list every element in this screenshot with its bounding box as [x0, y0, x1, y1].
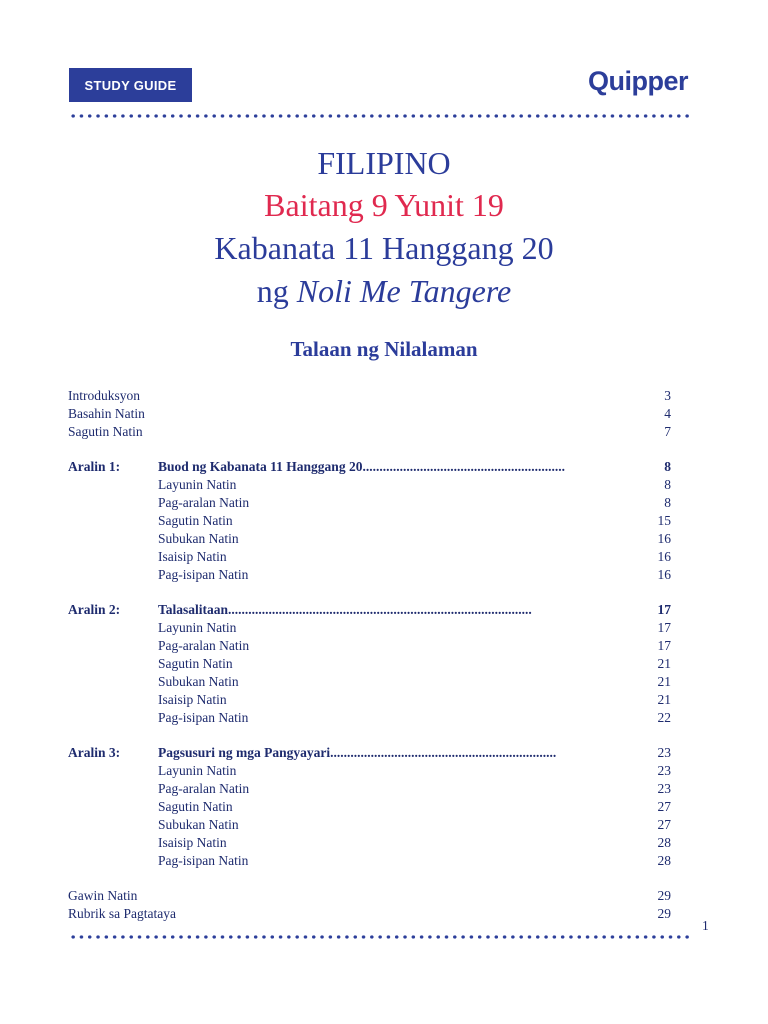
title-novel-name: Noli Me Tangere	[296, 273, 512, 309]
toc-subentry-text: Pag-aralan Natin	[158, 781, 250, 796]
toc-subentry[interactable]	[68, 476, 671, 494]
toc-entry[interactable]	[68, 387, 671, 405]
toc-subentry[interactable]	[68, 762, 671, 780]
title-grade-unit: Baitang 9 Yunit 19	[264, 187, 504, 223]
toc-subentry[interactable]	[68, 834, 671, 852]
toc-subentry[interactable]	[68, 798, 671, 816]
toc-entry-text: Sagutin Natin	[68, 424, 143, 439]
toc-subentry-text: Layunin Natin	[158, 620, 237, 635]
title-subject: FILIPINO	[317, 145, 451, 181]
lesson-page: 23	[657, 745, 671, 760]
toc-subentry[interactable]	[68, 548, 671, 566]
toc-subentry-text: Isaisip Natin	[158, 692, 227, 707]
toc-subentry-page: 16	[657, 567, 671, 582]
title-novel	[0, 271, 768, 311]
lesson-page: 8	[664, 459, 671, 474]
toc-subentry-text: Layunin Natin	[158, 477, 237, 492]
toc-entry-page: 29	[657, 906, 671, 921]
toc-entry[interactable]	[68, 905, 671, 923]
toc-subentry-text: Layunin Natin	[158, 763, 237, 778]
toc-subentry-text: Sagutin Natin	[158, 513, 233, 528]
toc-entry[interactable]	[68, 423, 671, 441]
lesson-title: Pagsusuri ng mga Pangyayari...................................................................	[158, 745, 557, 760]
toc-entry-page: 29	[657, 888, 671, 903]
toc-subentry-page: 28	[657, 853, 671, 868]
toc-subentry[interactable]	[68, 655, 671, 673]
toc-subentry-page: 21	[657, 692, 671, 707]
toc-subentry-text: Subukan Natin	[158, 674, 239, 689]
toc-subentry[interactable]	[68, 691, 671, 709]
toc-subentry-text: Pag-aralan Natin	[158, 638, 250, 653]
toc-subentry[interactable]	[68, 494, 671, 512]
lesson-title: Talasalitaan..........................................................................................	[158, 602, 532, 617]
toc-subentry-text: Pag-aralan Natin	[158, 495, 250, 510]
toc-subentry-text: Subukan Natin	[158, 817, 239, 832]
toc-entry-text: Rubrik sa Pagtataya	[68, 906, 176, 921]
toc-subentry-text: Isaisip Natin	[158, 549, 227, 564]
toc-subentry[interactable]	[68, 637, 671, 655]
toc-subentry[interactable]	[68, 673, 671, 691]
toc-entry-page: 4	[664, 406, 671, 421]
toc-subentry-page: 23	[657, 763, 671, 778]
toc-subentry-page: 28	[657, 835, 671, 850]
toc-heading: Talaan ng Nilalaman	[290, 337, 478, 361]
lesson-3-heading[interactable]	[68, 744, 671, 762]
toc-subentry[interactable]	[68, 816, 671, 834]
toc-subentry[interactable]	[68, 619, 671, 637]
toc-subentry-text: Pag-isipan Natin	[158, 567, 249, 582]
toc-entry-text: Basahin Natin	[68, 406, 145, 421]
toc-subentry-text: Pag-isipan Natin	[158, 710, 249, 725]
toc-subentry-page: 21	[657, 674, 671, 689]
toc-entry-page: 7	[664, 424, 671, 439]
toc-entry[interactable]	[68, 405, 671, 423]
toc-subentry-page: 16	[657, 531, 671, 546]
page-number: 1	[702, 918, 709, 933]
title-novel-prefix: ng	[256, 273, 297, 309]
toc-subentry-page: 23	[657, 781, 671, 796]
lesson-2-heading[interactable]	[68, 601, 671, 619]
toc-subentry-page: 27	[657, 817, 671, 832]
toc-subentry-page: 27	[657, 799, 671, 814]
toc-entry[interactable]	[68, 887, 671, 905]
toc-subentry[interactable]	[68, 852, 671, 870]
lesson-label: Aralin 1:	[68, 459, 121, 474]
toc-subentry-text: Sagutin Natin	[158, 799, 233, 814]
toc-subentry-text: Isaisip Natin	[158, 835, 227, 850]
lesson-1-heading[interactable]	[68, 458, 671, 476]
toc-subentry-page: 8	[664, 495, 671, 510]
toc-entry-text: Introduksyon	[68, 388, 140, 403]
lesson-label: Aralin 2:	[68, 602, 121, 617]
lesson-title: Buod ng Kabanata 11 Hanggang 20............................................................	[158, 459, 565, 474]
toc-subentry-text: Sagutin Natin	[158, 656, 233, 671]
toc-subentry[interactable]	[68, 709, 671, 727]
toc-subentry-page: 16	[657, 549, 671, 564]
quipper-logo: Quipper	[587, 66, 688, 96]
lesson-page: 17	[657, 602, 671, 617]
title-chapters: Kabanata 11 Hanggang 20	[214, 230, 554, 266]
bottom-dotted-divider	[69, 935, 689, 939]
toc-subentry-text: Pag-isipan Natin	[158, 853, 249, 868]
toc-subentry-page: 15	[657, 513, 671, 528]
toc-subentry-page: 8	[664, 477, 671, 492]
toc-subentry-page: 17	[657, 620, 671, 635]
toc-subentry-page: 17	[657, 638, 671, 653]
toc-entry-page: 3	[664, 388, 671, 403]
toc-subentry[interactable]	[68, 566, 671, 584]
toc-subentry-page: 22	[657, 710, 671, 725]
study-guide-badge: STUDY GUIDE	[69, 68, 192, 102]
top-dotted-divider	[69, 114, 689, 118]
toc-entry-text: Gawin Natin	[68, 888, 138, 903]
toc-subentry-page: 21	[657, 656, 671, 671]
toc-subentry[interactable]	[68, 530, 671, 548]
toc-subentry[interactable]	[68, 512, 671, 530]
toc-subentry-text: Subukan Natin	[158, 531, 239, 546]
lesson-label: Aralin 3:	[68, 745, 121, 760]
toc-subentry[interactable]	[68, 780, 671, 798]
